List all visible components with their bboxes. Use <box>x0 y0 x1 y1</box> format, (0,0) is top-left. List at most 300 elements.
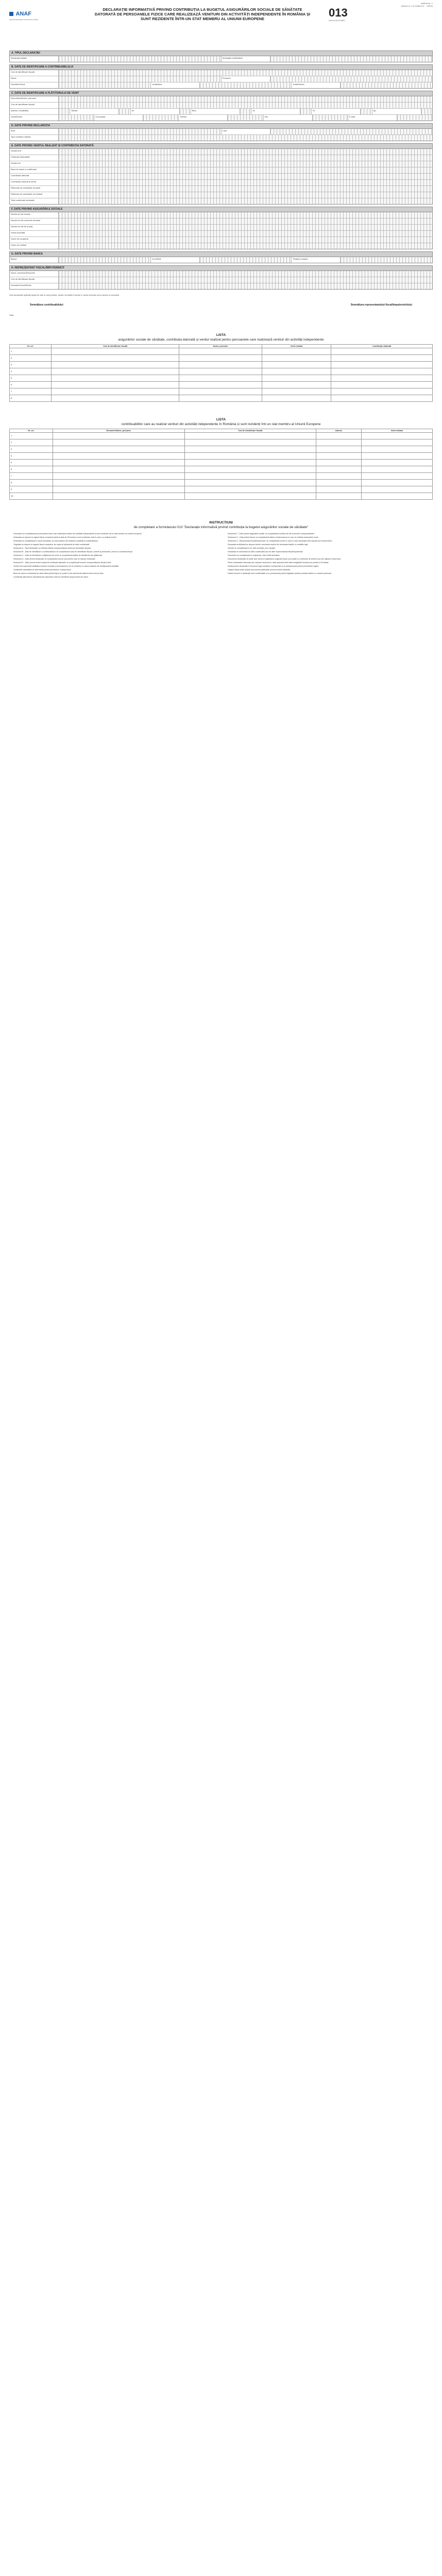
section-header: D. DATE PRIVIND DECLARAȚIA <box>10 124 432 129</box>
instruction-paragraph: Declarația se semnează de către contribuabil sau de către reprezentantul fiscal/împuternicit. <box>228 551 303 553</box>
anaf-logo: ANAF Agenția Națională de Administrare Fiscală <box>9 10 38 21</box>
field-label: Domiciliul fiscal <box>10 82 59 88</box>
table-row <box>10 395 433 402</box>
field-label: Total contribuție declarată <box>10 198 59 204</box>
annex2 <box>9 417 433 500</box>
field-label: Nr. <box>131 109 180 114</box>
row-number: 7 <box>10 388 52 395</box>
table-cell[interactable] <box>53 480 184 486</box>
table-cell[interactable] <box>316 480 362 486</box>
field-input[interactable] <box>59 225 432 230</box>
field-input[interactable] <box>59 115 94 121</box>
table-cell[interactable] <box>52 368 179 375</box>
form-section <box>9 207 433 249</box>
table-cell[interactable] <box>52 355 179 362</box>
field-label: Titularul contului <box>292 257 341 263</box>
field-input[interactable] <box>180 109 191 114</box>
signature-area <box>9 297 433 313</box>
table-cell[interactable] <box>262 395 331 402</box>
instruction-paragraph: Secțiunea F - Date privind asigurările sociale: se completează numărul de zile și sumele corespunzătoare. <box>228 533 315 535</box>
table-cell[interactable] <box>179 362 262 368</box>
table-cell[interactable] <box>52 362 179 368</box>
row-number: 4 <box>10 368 52 375</box>
table-row <box>10 446 433 453</box>
table-cell[interactable] <box>53 439 184 446</box>
table-cell[interactable] <box>316 433 362 439</box>
field-label: Sume de restituit <box>10 243 59 249</box>
field-label: Venitul brut <box>10 149 59 155</box>
section-header: F. DATE PRIVIND ASIGURĂRILE SOCIALE <box>10 207 432 212</box>
field-input[interactable] <box>59 198 432 204</box>
row-number: 1 <box>10 348 52 355</box>
declaration-statement: Sub sancțiunile aplicate faptei de fals în acte publice, declar că datele înscrise în acest formular sunt corecte și complete. <box>9 294 120 296</box>
form-row <box>10 243 432 249</box>
field-input[interactable] <box>59 231 432 236</box>
field-input[interactable] <box>59 56 222 62</box>
instruction-paragraph: Venitul brut reprezintă totalitatea sumelor încasate și echivalentul în lei al veniturilor în natură obținute din desfășurarea activității. <box>13 565 119 567</box>
instruction-paragraph: Baza de calcul a contribuției se determină potrivit legii și nu poate fi mai mică decât salariul minim brut pe țară. <box>13 572 104 574</box>
representative-signature[interactable]: Semnătura reprezentantului fiscal/împuternicitului <box>350 303 412 307</box>
instruction-paragraph: Organul fiscal poate solicita documente justificative privind sumele declarate. <box>228 569 291 571</box>
form-row <box>10 257 432 263</box>
table-cell[interactable] <box>52 388 179 395</box>
table-row <box>10 486 433 493</box>
instruction-paragraph: Cheltuielile deductibile se determină potrivit prevederilor Codului fiscal. <box>13 569 72 571</box>
table-cell[interactable] <box>361 433 432 439</box>
field-label: Baza de calcul a contribuției <box>10 167 59 173</box>
table-cell[interactable] <box>361 493 432 500</box>
table-cell[interactable] <box>262 348 331 355</box>
anaf-mark-icon <box>9 12 13 16</box>
form-header <box>9 2 433 48</box>
form-page <box>9 2 433 580</box>
field-input[interactable] <box>59 186 432 192</box>
table-cell[interactable] <box>179 348 262 355</box>
form-row <box>10 135 432 141</box>
form-code-sub: Cod 14.13.01.13/15 <box>329 20 345 22</box>
annex1-title: asigurărilor sociale de sănătate, contribuția datorată și venitul realizat pentru persoanele care realizează venituri din activități independente <box>118 338 324 342</box>
form-row <box>10 167 432 174</box>
section-header: A. TIPUL DECLARAȚIEI <box>10 51 432 56</box>
field-input[interactable] <box>59 174 432 179</box>
form-row <box>10 186 432 192</box>
form-row <box>10 271 432 277</box>
table-cell[interactable] <box>184 486 316 493</box>
table-cell[interactable] <box>262 375 331 382</box>
table-cell[interactable] <box>184 446 316 453</box>
instruction-paragraph: Originalul se depune la organul fiscal competent, iar copia se păstrează de către contribuabil. <box>13 544 90 546</box>
instruction-paragraph: Declarația se completează în două exemplare, pe baza datelor din evidența contabilă a contribuabilului. <box>13 540 98 542</box>
field-input[interactable] <box>59 96 432 102</box>
field-label: Luna <box>222 129 270 134</box>
table-cell[interactable] <box>53 460 184 466</box>
form-row <box>10 212 432 218</box>
field-label: Et. <box>312 109 361 114</box>
table-row <box>10 362 433 368</box>
table-cell[interactable] <box>52 382 179 388</box>
table-cell[interactable] <box>361 466 432 473</box>
table-cell[interactable] <box>361 486 432 493</box>
instruction-paragraph: Secțiunea H - Reprezentant fiscal/împuternicit: se completează numai în cazul în care declarația este depusă prin reprezentant. <box>228 540 332 542</box>
instruction-paragraph: Secțiunea A - Tipul declarației: se bifează căsuța corespunzătoare tipului de declarație depusă. <box>13 547 91 549</box>
field-input[interactable] <box>59 237 432 243</box>
table-cell[interactable] <box>52 375 179 382</box>
field-label: Suma acordată <box>10 231 59 236</box>
form-row <box>10 82 432 88</box>
field-label: Anul <box>10 129 59 134</box>
row-number: 6 <box>10 466 53 473</box>
table-cell[interactable] <box>361 473 432 480</box>
table-cell[interactable] <box>53 486 184 493</box>
section-header: G. DATE PRIVIND BANCA <box>10 252 432 257</box>
taxpayer-signature[interactable]: Semnătura contribuabilului <box>30 303 63 307</box>
field-input[interactable] <box>228 115 263 121</box>
date-label: Data <box>9 314 14 316</box>
instruction-paragraph: Contribuția datorată se calculează prin aplicarea cotei de contribuție asupra bazei de calcul. <box>13 576 89 578</box>
form-section <box>9 265 433 290</box>
table-cell[interactable] <box>179 355 262 362</box>
field-label: Număr de zile lucrate <box>10 212 59 218</box>
table-cell[interactable] <box>184 480 316 486</box>
form-row <box>10 76 432 82</box>
field-input[interactable] <box>300 109 312 114</box>
field-label: Județ/Sector <box>292 82 341 88</box>
field-input[interactable] <box>59 135 432 141</box>
table-cell[interactable] <box>262 382 331 388</box>
table-cell[interactable] <box>52 395 179 402</box>
table-cell[interactable] <box>316 446 362 453</box>
table-cell[interactable] <box>316 466 362 473</box>
table-header: Cod de identificare fiscală <box>184 429 316 433</box>
form-row <box>10 109 432 115</box>
field-label: Cod poștal <box>94 115 143 121</box>
table-cell[interactable] <box>179 395 262 402</box>
form-section <box>9 50 433 62</box>
table-cell[interactable] <box>53 493 184 500</box>
form-row <box>10 103 432 109</box>
table-cell[interactable] <box>316 493 362 500</box>
section-header: H. REPREZENTANT FISCAL/ÎMPUTERNICIT <box>10 266 432 271</box>
table-cell[interactable] <box>53 473 184 480</box>
table-cell[interactable] <box>331 348 433 355</box>
field-label: Număr de zile de șomaj <box>10 225 59 230</box>
table-row <box>10 439 433 446</box>
table-cell[interactable] <box>361 453 432 460</box>
table-cell[interactable] <box>316 473 362 480</box>
row-number: 5 <box>10 460 53 466</box>
field-input[interactable] <box>59 82 151 88</box>
form-row <box>10 237 432 243</box>
field-input[interactable] <box>59 149 432 155</box>
table-cell[interactable] <box>184 439 316 446</box>
field-input[interactable] <box>421 109 432 114</box>
field-input[interactable] <box>59 212 432 218</box>
field-label: Contribuția reținută la sursă <box>10 180 59 185</box>
table-header: Cod de identificare fiscală <box>52 345 179 348</box>
form-row <box>10 231 432 237</box>
field-label: Adresa: Localitatea <box>10 109 59 114</box>
field-label: Banca <box>10 257 59 263</box>
instructions-column-left <box>9 533 218 580</box>
table-header: Denumire/Nume, prenume <box>53 429 184 433</box>
table-cell[interactable] <box>184 473 316 480</box>
table-cell[interactable] <box>361 439 432 446</box>
field-input[interactable] <box>59 257 151 263</box>
instruction-paragraph: Secțiunea E - Date privind venitul realizat și contribuția datorată: se completează sumele corespunzătoare fiecărui rând. <box>13 562 112 564</box>
section-header: E. DATE PRIVIND VENITUL REALIZAT ȘI CONTRIBUȚIA DATORATĂ <box>10 144 432 149</box>
form-section <box>9 143 433 205</box>
field-label: Declarație rectificativă <box>222 56 270 62</box>
form-row <box>10 115 432 121</box>
table-cell[interactable] <box>316 486 362 493</box>
table-header: Nr. crt. <box>10 345 52 348</box>
table-cell[interactable] <box>53 466 184 473</box>
field-label: E-mail <box>348 115 397 121</box>
table-cell[interactable] <box>262 355 331 362</box>
field-input[interactable] <box>59 283 432 289</box>
field-label: Nume <box>10 76 59 82</box>
row-number: 9 <box>10 486 53 493</box>
field-label: Sc. <box>251 109 300 114</box>
field-input[interactable] <box>240 109 251 114</box>
instruction-paragraph: Secțiunea B - Date de identificare a contribuabilului: se completează codul de identificare fiscală, numele și prenumele, precum și domiciliul fiscal. <box>13 551 133 553</box>
table-row <box>10 433 433 439</box>
table-cell[interactable] <box>361 446 432 453</box>
annex1-label: LISTA <box>216 333 226 337</box>
form-section <box>9 91 433 121</box>
table-cell[interactable] <box>179 388 262 395</box>
table-cell[interactable] <box>361 460 432 466</box>
row-number: 5 <box>10 375 52 382</box>
annex2-label: LISTA <box>216 418 226 421</box>
row-number: 8 <box>10 480 53 486</box>
field-input[interactable] <box>119 109 130 114</box>
field-input[interactable] <box>59 167 432 173</box>
field-input[interactable] <box>341 257 432 263</box>
field-input[interactable] <box>59 192 432 198</box>
table-cell[interactable] <box>179 375 262 382</box>
form-title: DECLARAȚIE INFORMATIVĂ PRIVIND CONTRIBUȚIA LA BUGETUL ASIGURĂRILOR SOCIALE DE SĂNĂTATE DATORATĂ DE PERSOANELE FIZICE CARE REALIZEAZĂ VENITURI DIN ACTIVITĂȚI INDEPENDENTE ÎN ROMÂNIA ȘI SUNT REZIDENTE ÎNTR-UN STAT MEMBRU AL UNIUNII EUROPENE <box>94 7 311 21</box>
form-row <box>10 218 432 225</box>
table-cell[interactable] <box>331 375 433 382</box>
table-cell[interactable] <box>331 368 433 375</box>
table-cell[interactable] <box>331 388 433 395</box>
table-cell[interactable] <box>52 348 179 355</box>
form-section <box>9 251 433 263</box>
table-cell[interactable] <box>262 368 331 375</box>
instruction-paragraph: Sumele se completează în lei, fără zecimale, prin rotunjire. <box>228 547 276 549</box>
form-annex-reference: ANEXA Nr. 1 (Anexa nr. 1 la Ordinul nr. .../2015) <box>401 2 433 7</box>
table-cell[interactable] <box>184 453 316 460</box>
field-label: Contribuția datorată <box>10 174 59 179</box>
field-label: Diferența de contribuție de plată <box>10 186 59 192</box>
field-label: Tipul venitului realizat <box>10 135 59 141</box>
table-row <box>10 368 433 375</box>
instruction-paragraph: Nedepunerea declarației în termenul legal constituie contravenție și se sancționează potrivit prevederilor legale. <box>228 565 319 567</box>
form-row <box>10 161 432 167</box>
instruction-paragraph: Secțiunea G - Date privind banca: se completează datele contului bancar în care se restituie eventualele sume. <box>228 536 319 538</box>
table-cell[interactable] <box>53 446 184 453</box>
form-row <box>10 198 432 204</box>
field-input[interactable] <box>270 129 433 134</box>
table-cell[interactable] <box>262 388 331 395</box>
table-cell[interactable] <box>316 439 362 446</box>
table-row <box>10 466 433 473</box>
table-cell[interactable] <box>53 433 184 439</box>
instruction-paragraph: Secțiunea C - Date de identificare a plătitorului de venit: se completează datele de identificare ale plătitorului. <box>13 554 103 556</box>
field-input[interactable] <box>200 82 292 88</box>
form-row <box>10 174 432 180</box>
section-header: C. DATE DE IDENTIFICARE A PLĂTITORULUI DE VENIT <box>10 91 432 96</box>
instructions-columns <box>9 533 433 580</box>
row-number: 2 <box>10 355 52 362</box>
row-number: 4 <box>10 453 53 460</box>
field-label: Prenume <box>222 76 270 82</box>
field-label: Telefon <box>179 115 228 121</box>
field-input[interactable] <box>59 109 70 114</box>
field-label: Număr de zile concediu medical <box>10 218 59 224</box>
table-header: Nume, prenume <box>179 345 262 348</box>
field-label: Cod de identificare fiscală <box>10 277 59 283</box>
field-input[interactable] <box>59 155 432 161</box>
field-label: Cod de identificare fiscală <box>10 103 59 108</box>
annex2-title: contribuabililor care au realizat venituri din activități independente în România și sunt rezidenți într-un stat membru al Uniunii Europene <box>121 422 321 426</box>
table-header: Contribuție datorată <box>331 345 433 348</box>
field-input[interactable] <box>59 271 432 277</box>
table-cell[interactable] <box>184 493 316 500</box>
field-label: Ap. <box>372 109 421 114</box>
instruction-paragraph: Pentru declarațiile transmise prin mijloace electronice, data depunerii este data înregistrării acestora pe portalul e-România. <box>228 562 329 564</box>
instruction-paragraph: Formularul se completează de persoanele fizice care realizează venituri din activități independente și sunt rezidente într-un stat membru al Uniunii Europene. <box>13 533 142 535</box>
field-label: Județ/Sector <box>10 115 59 121</box>
field-label: Strada <box>70 109 119 114</box>
form-row <box>10 149 432 155</box>
field-label: Denumirea/Nume, prenume <box>10 96 59 102</box>
field-input[interactable] <box>59 161 432 167</box>
row-number: 2 <box>10 439 53 446</box>
row-number: 7 <box>10 473 53 480</box>
field-input[interactable] <box>59 277 432 283</box>
table-header: Venit realizat <box>262 345 331 348</box>
field-label: Cheltuieli deductibile <box>10 155 59 161</box>
form-row <box>10 225 432 231</box>
form-section <box>9 64 433 89</box>
field-label: Declarație inițială <box>10 56 59 62</box>
field-input[interactable] <box>270 56 433 62</box>
table-row <box>10 348 433 355</box>
table-cell[interactable] <box>179 382 262 388</box>
form-row <box>10 96 432 103</box>
form-row <box>10 277 432 283</box>
field-input[interactable] <box>59 103 432 108</box>
form-row <box>10 180 432 186</box>
field-input[interactable] <box>59 76 222 82</box>
annex1 <box>9 333 433 402</box>
table-cell[interactable] <box>184 466 316 473</box>
field-input[interactable] <box>397 115 432 121</box>
field-label: Nume, prenume/Denumire <box>10 271 59 277</box>
section-header: B. DATE DE IDENTIFICARE A CONTRIBUABILULUI <box>10 65 432 70</box>
field-input[interactable] <box>341 82 432 88</box>
row-number: 3 <box>10 446 53 453</box>
instruction-paragraph: Depunerea declarației se poate face direct la registratura organului fiscal, prin poștă cu confirmare de primire sau prin mijloace electronice. <box>228 558 342 560</box>
instructions-column-right <box>224 533 433 580</box>
field-input[interactable] <box>59 243 432 249</box>
field-label: Localitatea <box>151 82 200 88</box>
field-input[interactable] <box>59 180 432 185</box>
table-row <box>10 453 433 460</box>
table-row <box>10 375 433 382</box>
instruction-paragraph: Declarația rectificativă se depune pentru corectarea erorilor din declarația inițială, în condițiile legii. <box>228 544 309 546</box>
row-number: 8 <box>10 395 52 402</box>
table-row <box>10 382 433 388</box>
form-sections <box>9 50 433 290</box>
table-cell[interactable] <box>331 395 433 402</box>
instruction-paragraph: Declarația se depune la organul fiscal competent până la data de 25 inclusiv a lunii următoare celei în care s-a realizat venitul. <box>13 536 117 538</box>
form-row <box>10 129 432 135</box>
table-cell[interactable] <box>262 362 331 368</box>
field-input[interactable] <box>59 129 222 134</box>
field-input[interactable] <box>59 218 432 224</box>
field-input[interactable] <box>143 115 179 121</box>
instruction-paragraph: Datele înscrise în declarație sunt confidențiale și se prelucrează potrivit legislației privind protecția datelor cu caracter personal. <box>228 572 332 574</box>
field-input[interactable] <box>270 76 433 82</box>
form-code: 013 <box>329 6 348 19</box>
field-label: Venitul net <box>10 161 59 167</box>
annex1-table <box>9 344 433 402</box>
table-row <box>10 355 433 362</box>
table-cell[interactable] <box>179 368 262 375</box>
field-input[interactable] <box>313 115 348 121</box>
instruction-paragraph: Formularul se completează cu majuscule, citeț și fără ștersături. <box>228 554 280 556</box>
table-row <box>10 388 433 395</box>
row-number: 3 <box>10 362 52 368</box>
table-cell[interactable] <box>331 355 433 362</box>
field-input[interactable] <box>361 109 372 114</box>
table-header: Venit realizat <box>361 429 432 433</box>
table-cell[interactable] <box>316 460 362 466</box>
table-cell[interactable] <box>361 480 432 486</box>
table-cell[interactable] <box>316 453 362 460</box>
row-number: 6 <box>10 382 52 388</box>
field-label: Fax <box>264 115 313 121</box>
row-number: 10 <box>10 493 53 500</box>
form-row <box>10 56 432 62</box>
table-cell[interactable] <box>184 460 316 466</box>
table-row <box>10 460 433 466</box>
table-cell[interactable] <box>184 433 316 439</box>
table-cell[interactable] <box>53 453 184 460</box>
annex2-table <box>9 429 433 500</box>
field-label: Bloc <box>191 109 240 114</box>
form-row <box>10 283 432 289</box>
field-label: Domiciliul fiscal/Sediul <box>10 283 59 289</box>
table-cell[interactable] <box>331 382 433 388</box>
field-label: Diferența de contribuție de restituit <box>10 192 59 198</box>
field-label: Sume de recuperat <box>10 237 59 243</box>
form-row <box>10 155 432 161</box>
field-input[interactable] <box>59 70 432 76</box>
instruction-paragraph: Secțiunea D - Date privind declarația: se completează anul și luna pentru care se depune declarația. <box>13 558 96 560</box>
form-row <box>10 192 432 198</box>
table-row <box>10 493 433 500</box>
row-number: 1 <box>10 433 53 439</box>
field-input[interactable] <box>200 257 292 263</box>
field-label: Cod de identificare fiscală <box>10 70 59 76</box>
table-cell[interactable] <box>331 362 433 368</box>
form-section <box>9 123 433 141</box>
table-header: Nr. crt. <box>10 429 53 433</box>
